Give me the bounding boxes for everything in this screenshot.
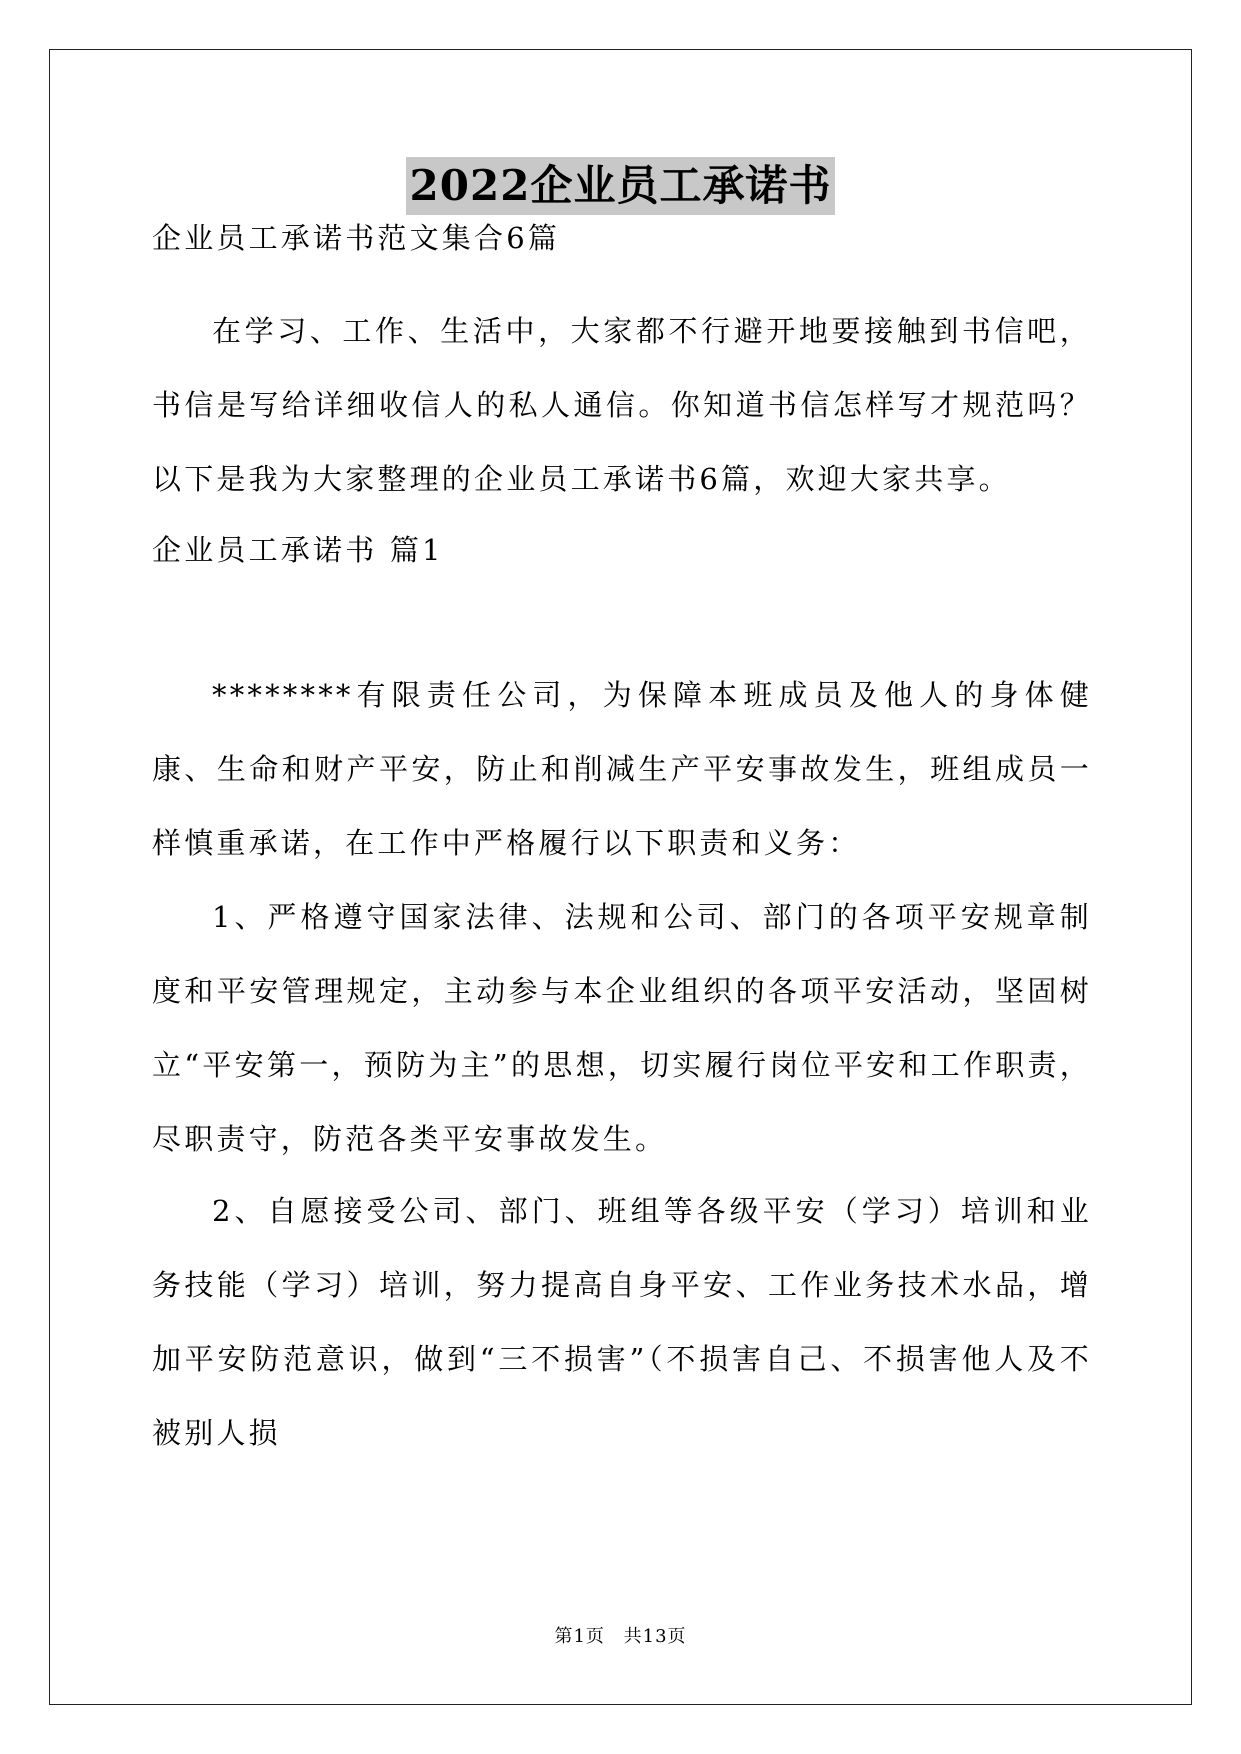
document-subtitle: 企业员工承诺书范文集合6篇	[152, 221, 561, 255]
section-heading: 企业员工承诺书 篇1	[152, 533, 444, 567]
body-paragraph-2: 1、严格遵守国家法律、法规和公司、部门的各项平安规章制度和平安管理规定，主动参与本企业组织的各项平安活动，坚固树立“平安第一，预防为主”的思想，切实履行岗位平安和工作职责，尽职责守，防范各类平安事故发生。	[152, 900, 1092, 1156]
document-title: 2022企业员工承诺书	[406, 157, 836, 215]
body-paragraph-3: 2、自愿接受公司、部门、班组等各级平安（学习）培训和业务技能（学习）培训，努力提高自身平安、工作业务技术水品，增加平安防范意识，做到“三不损害”（不损害自己、不损害他人及不被别人损	[152, 1194, 1092, 1450]
page-total: 共13页	[623, 1626, 687, 1647]
intro-paragraph: 在学习、工作、生活中，大家都不行避开地要接触到书信吧，书信是写给详细收信人的私人通信。你知道书信怎样写才规范吗？以下是我为大家整理的企业员工承诺书6篇，欢迎大家共享。	[152, 314, 1092, 496]
page-footer	[0, 1622, 1241, 1648]
body-paragraph-1: ********有限责任公司，为保障本班成员及他人的身体健康、生命和财产平安，防止和削减生产平安事故发生，班组成员一样慎重承诺，在工作中严格履行以下职责和义务：	[152, 678, 1092, 860]
page-number: 第1页	[554, 1626, 605, 1647]
title-container	[0, 157, 1241, 215]
